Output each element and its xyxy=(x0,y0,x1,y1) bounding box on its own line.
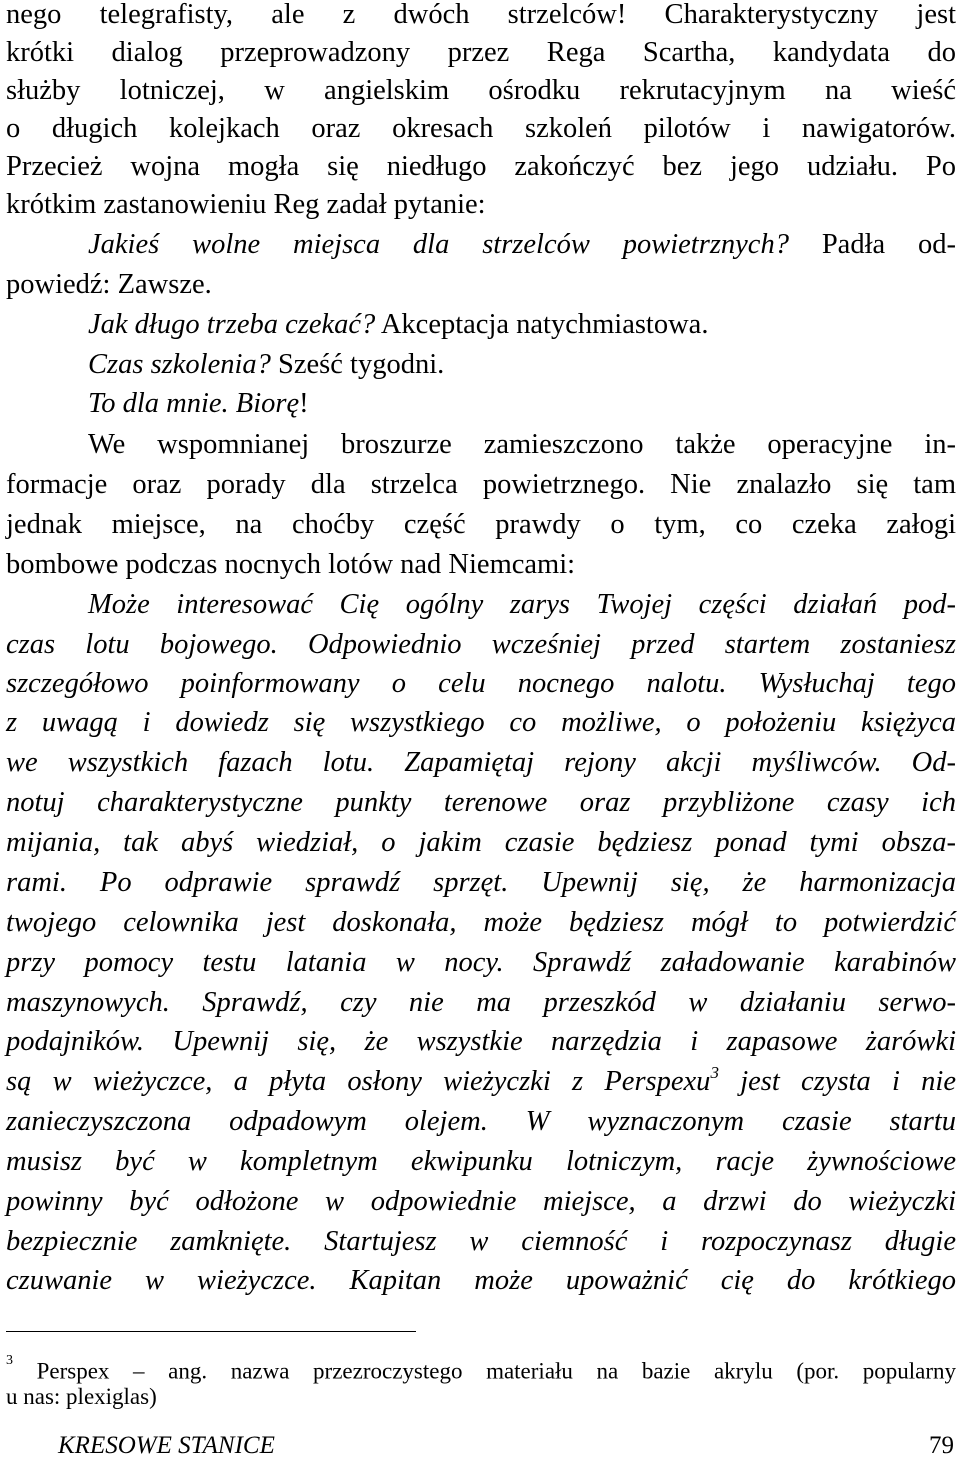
dialog-question: To dla mnie. Biorę xyxy=(88,388,300,419)
text-line xyxy=(88,385,956,423)
footnote-line: u nas: plexiglas) xyxy=(6,1384,157,1409)
dialog-answer: ! xyxy=(299,388,309,419)
footnote-reference: 3 xyxy=(710,1062,719,1082)
page-number: 79 xyxy=(929,1432,954,1459)
quote-line: zanieczyszczona odpadowym olejem. W wyznaczonym czasie startu xyxy=(6,1106,956,1137)
dialog-question: Jakieś wolne miejsca dla strzelców powietrznych? xyxy=(88,229,789,260)
text-line xyxy=(88,306,956,344)
quote-text: są w wieżyczce, a płyta osłony wieżyczki z Perspexu xyxy=(6,1066,711,1097)
quote-line: z uwagą i dowiedz się wszystkiego co możliwe, o położeniu księżyca xyxy=(6,707,956,738)
text-line xyxy=(88,226,956,264)
dialog-answer: Padła od- xyxy=(788,229,956,260)
text-line: jednak miejsce, na choćby część prawdy o tym, co czeka załogi xyxy=(6,509,956,540)
footnote-text: Perspex – ang. nazwa przezroczystego materiału na bazie akrylu (por. popularny xyxy=(13,1358,956,1384)
running-footer-title: KRESOWE STANICE xyxy=(58,1432,275,1459)
text-line: formacje oraz porady dla strzelca powietrznego. Nie znalazło się tam xyxy=(6,469,956,500)
dialog-answer: Akceptacja natychmiastowa. xyxy=(375,309,709,340)
quote-line xyxy=(6,1063,956,1101)
text-line: nego telegrafisty, ale z dwóch strzelców! Charakterystyczny jest xyxy=(6,0,956,30)
footnote-mark: 3 xyxy=(6,1353,13,1368)
text-line xyxy=(88,346,956,384)
text-line: o długich kolejkach oraz okresach szkoleń pilotów i nawigatorów. xyxy=(6,113,956,144)
quote-line: podajników. Upewnij się, że wszystkie narzędzia i zapasowe żarówki xyxy=(6,1026,956,1057)
quote-line: maszynowych. Sprawdź, czy nie ma przeszkód w działaniu serwo- xyxy=(6,987,956,1018)
quote-line: musisz być w kompletnym ekwipunku lotniczym, racje żywnościowe xyxy=(6,1146,956,1177)
dialog-question: Jak długo trzeba czekać? xyxy=(88,309,376,340)
quote-line: rami. Po odprawie sprawdź sprzęt. Upewnij się, że harmonizacja xyxy=(6,867,956,898)
text-line: bombowe podczas nocnych lotów nad Niemcami: xyxy=(6,549,576,580)
quote-line: mijania, tak abyś wiedział, o jakim czasie będziesz ponad tymi obsza- xyxy=(6,827,956,858)
text-line: służby lotniczej, w angielskim ośrodku rekrutacyjnym na wieść xyxy=(6,75,956,106)
text-line: powiedź: Zawsze. xyxy=(6,269,212,300)
footnote-separator xyxy=(6,1331,416,1332)
quote-line: Może interesować Cię ogólny zarys Twojej części działań pod- xyxy=(88,589,956,620)
quote-text: jest czysta i nie xyxy=(718,1066,956,1097)
text-line: Przecież wojna mogła się niedługo zakończyć bez jego udziału. Po xyxy=(6,151,956,182)
quote-line: czas lotu bojowego. Odpowiednio wcześniej przed startem zostaniesz xyxy=(6,629,956,660)
dialog-question: Czas szkolenia? xyxy=(88,349,271,380)
quote-line: powinny być odłożone w odpowiednie miejsce, a drzwi do wieżyczki xyxy=(6,1186,956,1217)
dialog-answer: Sześć tygodni. xyxy=(270,349,445,380)
quote-line: przy pomocy testu latania w nocy. Sprawdź załadowanie karabinów xyxy=(6,947,956,978)
quote-line: bezpiecznie zamknięte. Startujesz w ciemność i rozpoczynasz długie xyxy=(6,1226,956,1257)
quote-line: twojego celownika jest doskonała, może będziesz mógł to potwierdzić xyxy=(6,907,956,938)
footnote-line xyxy=(6,1352,956,1382)
text-line: We wspomnianej broszurze zamieszczono także operacyjne in- xyxy=(88,429,956,460)
quote-line: czuwanie w wieżyczce. Kapitan może upoważnić cię do krótkiego xyxy=(6,1265,956,1296)
quote-line: szczegółowo poinformowany o celu nocnego nalotu. Wysłuchaj tego xyxy=(6,668,956,699)
text-line: krótkim zastanowieniu Reg zadał pytanie: xyxy=(6,189,486,220)
quote-line: notuj charakterystyczne punkty terenowe oraz przybliżone czasy ich xyxy=(6,787,956,818)
text-line: krótki dialog przeprowadzony przez Rega Scartha, kandydata do xyxy=(6,37,956,68)
quote-line: we wszystkich fazach lotu. Zapamiętaj rejony akcji myśliwców. Od- xyxy=(6,747,956,778)
